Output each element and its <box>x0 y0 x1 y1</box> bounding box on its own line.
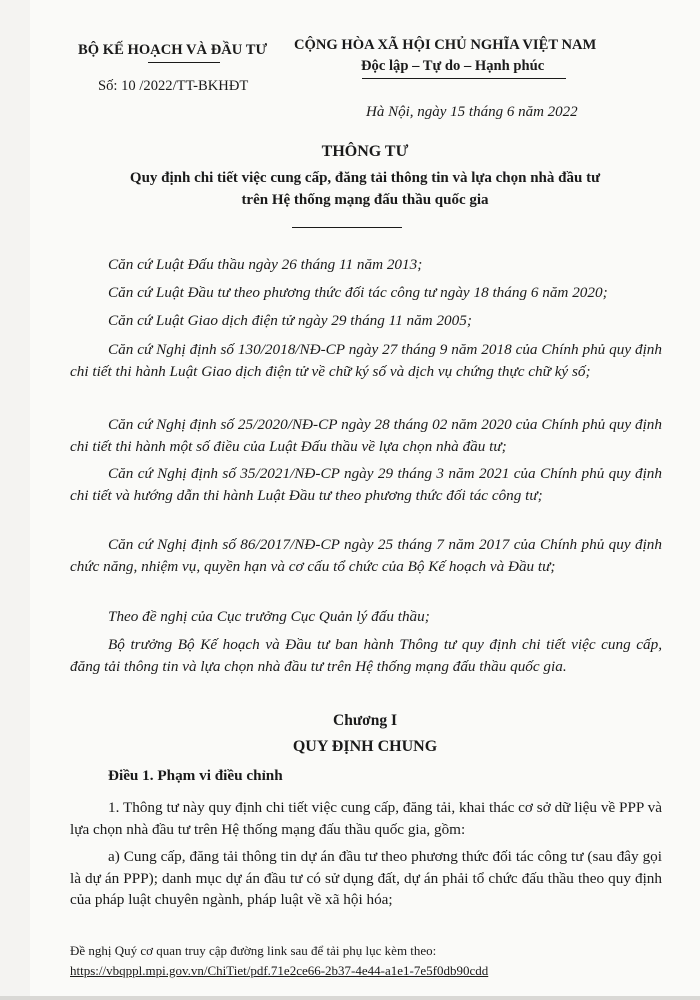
document-page <box>30 0 700 996</box>
article-heading: Điều 1. Phạm vi điều chỉnh <box>108 767 283 784</box>
preamble-item: Căn cứ Nghị định số 86/2017/NĐ-CP ngày 25 tháng 7 năm 2017 của Chính phủ quy định chức năng, nhiệm vụ, quyền hạn và cơ cấu tổ chức của Bộ Kế hoạch và Đầu tư; <box>70 536 662 575</box>
footer-note: Đề nghị Quý cơ quan truy cập đường link sau để tải phụ lục kèm theo: <box>70 943 437 958</box>
preamble-item: Bộ trưởng Bộ Kế hoạch và Đầu tư ban hành Thông tư quy định chi tiết việc cung cấp, đăng tải thông tin và lựa chọn nhà đầu tư trên Hệ thống mạng đấu thầu quốc gia. <box>70 636 662 675</box>
preamble-item: Theo đề nghị của Cục trưởng Cục Quản lý đấu thầu; <box>108 608 430 625</box>
preamble-item: Căn cứ Luật Đầu tư theo phương thức đối tác công tư ngày 18 tháng 6 năm 2020; <box>108 284 608 301</box>
preamble-item: Căn cứ Nghị định số 35/2021/NĐ-CP ngày 29 tháng 3 năm 2021 của Chính phủ quy định chi tiết và hướng dẫn thi hành Luật Đầu tư theo phương thức đối tác công tư; <box>70 465 662 504</box>
chapter-name: QUY ĐỊNH CHUNG <box>292 738 438 755</box>
ministry-underline <box>148 62 220 63</box>
motto-underline <box>362 78 566 79</box>
title-divider <box>292 227 402 228</box>
page-bottom-edge <box>0 996 700 1000</box>
nation-name: CỘNG HÒA XÃ HỘI CHỦ NGHĨA VIỆT NAM <box>294 37 597 53</box>
preamble-item: Căn cứ Luật Đấu thầu ngày 26 tháng 11 năm 2013; <box>108 256 423 273</box>
national-motto: Độc lập – Tự do – Hạnh phúc <box>361 58 545 74</box>
article-clause: 1. Thông tư này quy định chi tiết việc cung cấp, đăng tải, khai thác cơ sở dữ liệu về PPP và lựa chọn nhà đầu tư trên Hệ thống mạng đấu thầu quốc gia, gồm: <box>70 799 662 838</box>
ministry-name: BỘ KẾ HOẠCH VÀ ĐẦU TƯ <box>78 42 268 58</box>
appendix-link[interactable]: https://vbqppl.mpi.gov.vn/ChiTiet/pdf.71e2ce66-2b37-4e44-a1e1-7e5f0db90cdd <box>70 963 489 978</box>
chapter-number: Chương I <box>333 712 397 729</box>
preamble-item: Căn cứ Luật Giao dịch điện tử ngày 29 tháng 11 năm 2005; <box>108 312 472 329</box>
article-item: a) Cung cấp, đăng tải thông tin dự án đầu tư theo phương thức đối tác công tư (sau đây gọi là dự án PPP); danh mục dự án đầu tư có sử dụng đất, dự án phải tổ chức đấu thầu theo quy định của pháp luật chuyên ngành, pháp luật về xã hội hóa; <box>70 848 662 908</box>
document-number: Số: 10 /2022/TT-BKHĐT <box>98 78 249 94</box>
document-type: THÔNG TƯ <box>321 143 409 160</box>
document-title-line2: trên Hệ thống mạng đấu thầu quốc gia <box>241 192 489 208</box>
document-title-line1: Quy định chi tiết việc cung cấp, đăng tải thông tin và lựa chọn nhà đầu tư <box>129 170 601 186</box>
place-date: Hà Nội, ngày 15 tháng 6 năm 2022 <box>366 104 578 120</box>
preamble-item: Căn cứ Nghị định số 25/2020/NĐ-CP ngày 28 tháng 02 năm 2020 của Chính phủ quy định chi tiết thi hành một số điều của Luật Đấu thầu về lựa chọn nhà đầu tư; <box>70 416 662 455</box>
preamble-item: Căn cứ Nghị định số 130/2018/NĐ-CP ngày 27 tháng 9 năm 2018 của Chính phủ quy định chi tiết thi hành Luật Giao dịch điện tử về chữ ký số và dịch vụ chứng thực chữ ký số; <box>70 341 662 380</box>
